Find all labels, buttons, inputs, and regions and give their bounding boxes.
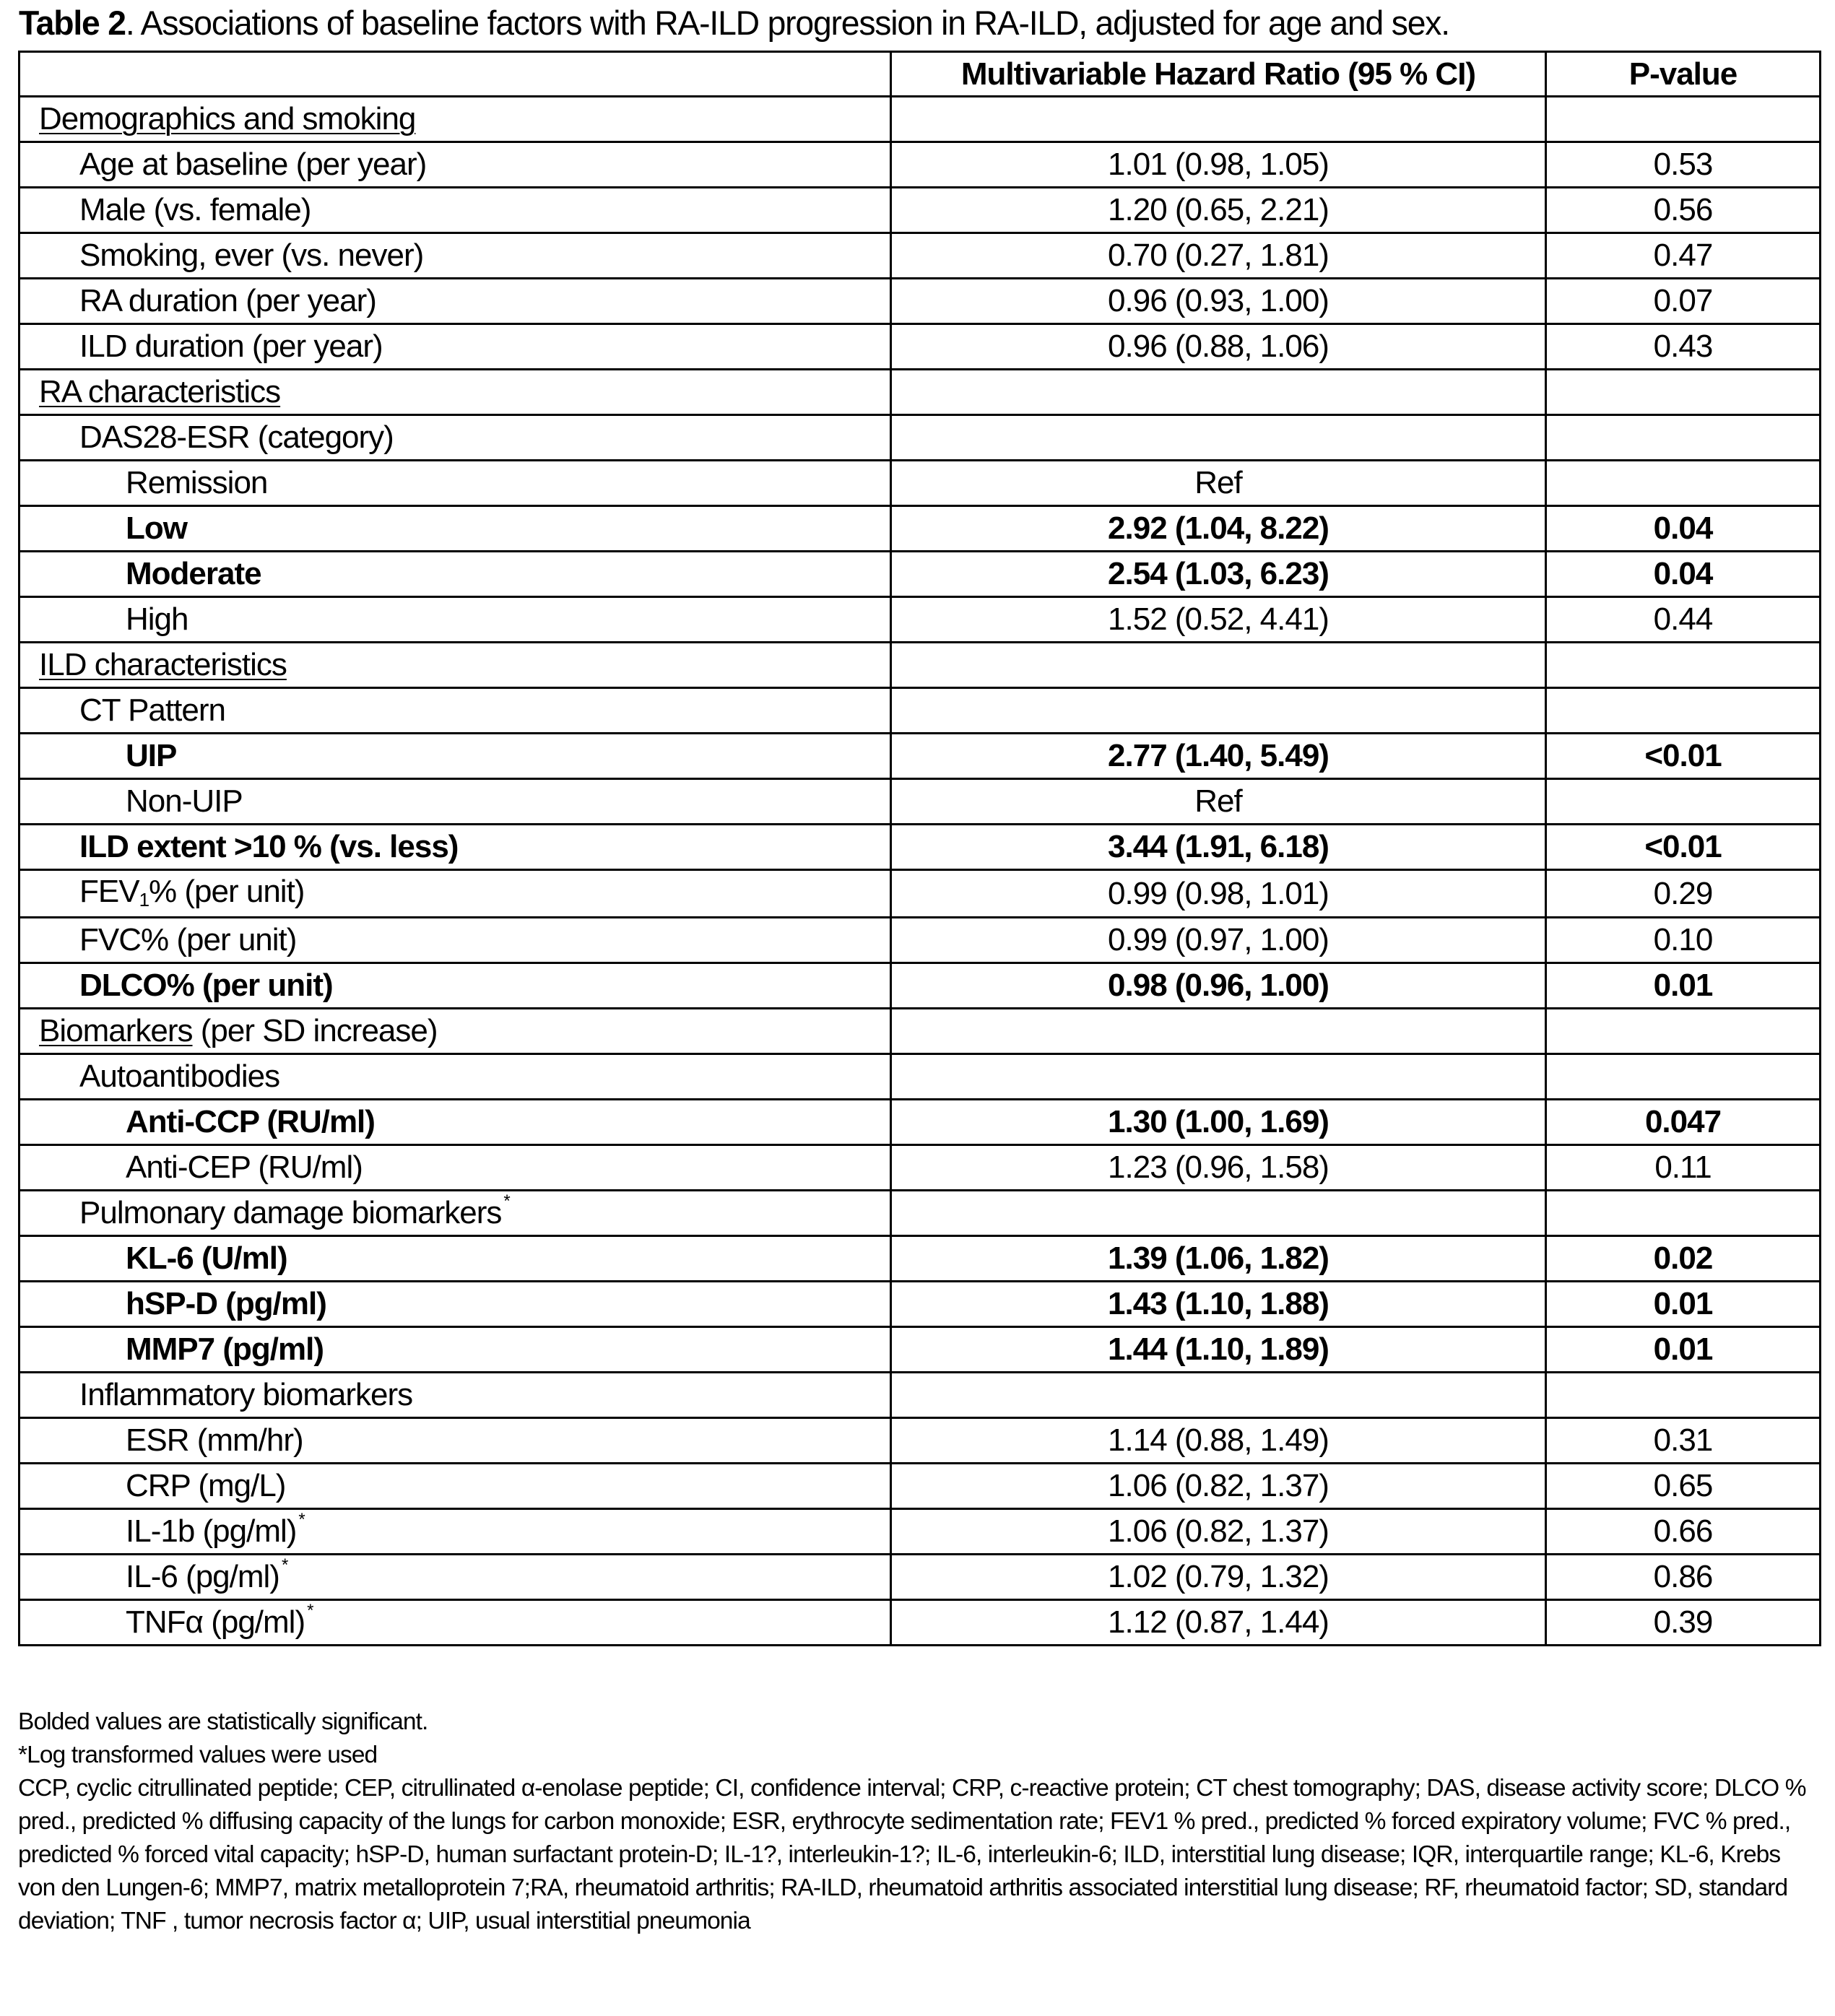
variable-label: FVC% (per unit) [79,922,297,957]
variable-label: IL-6 (pg/ml) [126,1559,279,1594]
variable-cell [19,415,891,461]
variable-label: UIP [126,738,177,773]
variable-cell [19,1327,891,1373]
variable-cell [19,1418,891,1464]
variable-label: High [126,601,188,637]
hazard-ratio-cell [891,415,1546,461]
variable-cell [19,825,891,870]
table-row [19,1145,1821,1191]
table-row [19,279,1821,324]
table-row [19,688,1821,734]
table-body [19,97,1821,1646]
p-value-cell: 0.11 [1546,1145,1821,1191]
variable-cell [19,1191,891,1236]
section-row [19,643,1821,688]
variable-cell [19,1054,891,1100]
table-row [19,1600,1821,1646]
variable-label: Remission [126,465,268,500]
table-row [19,1327,1821,1373]
variable-cell [19,1282,891,1327]
variable-label: ILD duration (per year) [79,329,383,364]
p-value-cell [1546,779,1821,825]
variable-cell [19,918,891,963]
variable-label: Inflammatory biomarkers [79,1377,413,1412]
p-value-cell: 0.44 [1546,597,1821,643]
variable-cell [19,506,891,552]
hazard-ratio-cell: Ref [891,461,1546,506]
variable-label: Anti-CCP (RU/ml) [126,1104,375,1139]
log-transform-asterisk: * [503,1191,510,1211]
p-value-cell: 0.65 [1546,1464,1821,1509]
table-row [19,461,1821,506]
variable-label: DLCO% (per unit) [79,968,333,1003]
p-value-cell: 0.01 [1546,1282,1821,1327]
hazard-ratio-cell: 1.02 (0.79, 1.32) [891,1555,1546,1600]
hazard-ratio-cell: 1.23 (0.96, 1.58) [891,1145,1546,1191]
table-row [19,188,1821,233]
variable-cell [19,461,891,506]
hazard-ratio-cell: 1.14 (0.88, 1.49) [891,1418,1546,1464]
table-row [19,415,1821,461]
table-row [19,597,1821,643]
p-value-cell: 0.39 [1546,1600,1821,1646]
variable-label: RA duration (per year) [79,283,376,318]
section-label: ILD characteristics [39,647,287,682]
section-label: RA characteristics [39,374,281,409]
variable-cell [19,1009,891,1054]
hazard-ratio-table [18,51,1821,1646]
footnote-abbreviations: CCP, cyclic citrullinated peptide; CEP, citrullinated α-enolase peptide; CI, confidence interval; CRP, c-reactive protein; CT chest tomography; DAS, disease activity score; DLCO % pred., predicted % diffusing capacity of the lungs for carbon monoxide; ESR, erythrocyte sedimentation rate; FEV1 % pred., predicted % forced expiratory volume; FVC % pred., predicted % forced vital capacity; hSP-D, human surfactant protein-D; IL-1?, interleukin-1?; IL-6, interleukin-6; ILD, interstitial lung disease; IQR, interquartile range; KL-6, Krebs von den Lungen-6; MMP7, matrix metalloprotein 7;RA, rheumatoid arthritis; RA-ILD, rheumatoid arthritis associated interstitial lung disease; RF, rheumatoid factor; SD, standard deviation; TNF , tumor necrosis factor α; UIP, usual interstitial pneumonia [18,1775,1806,1934]
p-value-cell: 0.29 [1546,870,1821,918]
footnote-log: *Log transformed values were used [18,1742,378,1768]
variable-cell [19,1100,891,1145]
variable-label: Low [126,510,187,546]
hazard-ratio-cell [891,1054,1546,1100]
table-row [19,963,1821,1009]
p-value-cell: 0.53 [1546,142,1821,188]
table-row [19,233,1821,279]
p-value-cell [1546,415,1821,461]
p-value-cell [1546,1373,1821,1418]
variable-label: Anti-CEP (RU/ml) [126,1150,363,1185]
variable-cell [19,1464,891,1509]
hazard-ratio-cell: Ref [891,779,1546,825]
variable-label: Non-UIP [126,783,243,819]
hazard-ratio-cell [891,370,1546,415]
variable-label: Male (vs. female) [79,192,311,227]
p-value-cell: 0.04 [1546,506,1821,552]
variable-cell [19,1555,891,1600]
variable-cell [19,1509,891,1555]
p-value-cell: 0.31 [1546,1418,1821,1464]
variable-cell [19,188,891,233]
variable-label: CT Pattern [79,692,225,728]
variable-label: KL-6 (U/ml) [126,1241,287,1276]
hazard-ratio-cell [891,1373,1546,1418]
footnote-bold: Bolded values are statistically significant. [18,1708,428,1735]
hazard-ratio-cell: 1.39 (1.06, 1.82) [891,1236,1546,1282]
hazard-ratio-cell: 1.12 (0.87, 1.44) [891,1600,1546,1646]
hazard-ratio-cell: 1.44 (1.10, 1.89) [891,1327,1546,1373]
p-value-cell: 0.047 [1546,1100,1821,1145]
p-value-cell [1546,643,1821,688]
p-value-cell: <0.01 [1546,734,1821,779]
table-row [19,1509,1821,1555]
hazard-ratio-cell: 1.06 (0.82, 1.37) [891,1464,1546,1509]
variable-label: ESR (mm/hr) [126,1422,303,1458]
hazard-ratio-cell: 1.20 (0.65, 2.21) [891,188,1546,233]
table-row [19,1464,1821,1509]
variable-label-suffix: % (per unit) [149,874,305,909]
table-row [19,1054,1821,1100]
variable-label-suffix: (per SD increase) [192,1013,438,1048]
p-value-cell: 0.02 [1546,1236,1821,1282]
variable-cell [19,370,891,415]
table-row [19,552,1821,597]
hazard-ratio-cell: 0.98 (0.96, 1.00) [891,963,1546,1009]
table-row [19,1236,1821,1282]
variable-cell [19,552,891,597]
table-row [19,1282,1821,1327]
variable-cell [19,688,891,734]
table-row [19,918,1821,963]
table-row [19,142,1821,188]
p-value-cell [1546,688,1821,734]
variable-label: Autoantibodies [79,1059,280,1094]
section-row [19,370,1821,415]
variable-label: DAS28-ESR (category) [79,420,394,455]
log-transform-asterisk: * [281,1555,288,1575]
hazard-ratio-cell [891,643,1546,688]
variable-label: IL-1b (pg/ml) [126,1513,297,1549]
variable-cell [19,279,891,324]
hazard-ratio-cell: 2.54 (1.03, 6.23) [891,552,1546,597]
table-row [19,1373,1821,1418]
hazard-ratio-cell [891,1009,1546,1054]
variable-label: MMP7 (pg/ml) [126,1331,324,1367]
section-label: Biomarkers [39,1013,193,1048]
variable-cell [19,734,891,779]
p-value-cell: 0.56 [1546,188,1821,233]
p-value-cell: 0.10 [1546,918,1821,963]
hazard-ratio-cell [891,1191,1546,1236]
table-row [19,825,1821,870]
variable-cell [19,97,891,142]
hazard-ratio-cell: 1.01 (0.98, 1.05) [891,142,1546,188]
table-header-row [19,52,1821,97]
hazard-ratio-cell: 3.44 (1.91, 6.18) [891,825,1546,870]
variable-label: Moderate [126,556,261,591]
hazard-ratio-cell [891,97,1546,142]
variable-cell [19,142,891,188]
table-title-text: . Associations of baseline factors with RA-ILD progression in RA-ILD, adjusted for age and sex. [125,4,1449,42]
p-value-cell [1546,461,1821,506]
variable-cell [19,1145,891,1191]
table-row [19,779,1821,825]
variable-cell [19,643,891,688]
p-value-cell [1546,370,1821,415]
p-value-cell [1546,97,1821,142]
section-row [19,97,1821,142]
variable-label: CRP (mg/L) [126,1468,286,1503]
header-variable [19,52,891,97]
p-value-cell [1546,1009,1821,1054]
variable-label: ILD extent >10 % (vs. less) [79,829,459,864]
subscript: 1 [139,889,149,911]
log-transform-asterisk: * [307,1601,313,1620]
hazard-ratio-cell: 0.99 (0.98, 1.01) [891,870,1546,918]
p-value-cell: 0.43 [1546,324,1821,370]
hazard-ratio-cell: 0.70 (0.27, 1.81) [891,233,1546,279]
variable-label: hSP-D (pg/ml) [126,1286,326,1321]
log-transform-asterisk: * [298,1510,305,1529]
p-value-cell: 0.01 [1546,963,1821,1009]
variable-cell [19,233,891,279]
p-value-cell: 0.86 [1546,1555,1821,1600]
table-row [19,1555,1821,1600]
header-hazard-ratio: Multivariable Hazard Ratio (95 % CI) [891,52,1546,97]
p-value-cell [1546,1191,1821,1236]
p-value-cell: 0.47 [1546,233,1821,279]
variable-cell [19,779,891,825]
table-row [19,506,1821,552]
hazard-ratio-cell [891,688,1546,734]
table-row [19,1100,1821,1145]
p-value-cell: 0.07 [1546,279,1821,324]
table-number: Table 2 [19,4,126,42]
header-p-value: P-value [1546,52,1821,97]
variable-label: Pulmonary damage biomarkers [79,1195,502,1230]
hazard-ratio-cell: 0.96 (0.88, 1.06) [891,324,1546,370]
variable-cell [19,324,891,370]
table-row [19,1191,1821,1236]
section-label: Demographics and smoking [39,101,416,136]
hazard-ratio-cell: 1.52 (0.52, 4.41) [891,597,1546,643]
hazard-ratio-cell: 1.06 (0.82, 1.37) [891,1509,1546,1555]
variable-cell [19,963,891,1009]
table-footnotes [18,1706,1823,1938]
p-value-cell: <0.01 [1546,825,1821,870]
table-row [19,870,1821,918]
variable-cell [19,1373,891,1418]
p-value-cell: 0.66 [1546,1509,1821,1555]
hazard-ratio-cell: 1.30 (1.00, 1.69) [891,1100,1546,1145]
hazard-ratio-cell: 1.43 (1.10, 1.88) [891,1282,1546,1327]
hazard-ratio-cell: 2.92 (1.04, 8.22) [891,506,1546,552]
variable-label: FEV [79,874,139,909]
p-value-cell: 0.01 [1546,1327,1821,1373]
variable-cell [19,1236,891,1282]
variable-cell [19,870,891,918]
section-row [19,1009,1821,1054]
hazard-ratio-cell: 2.77 (1.40, 5.49) [891,734,1546,779]
p-value-cell [1546,1054,1821,1100]
p-value-cell: 0.04 [1546,552,1821,597]
variable-label: Smoking, ever (vs. never) [79,238,424,273]
table-row [19,734,1821,779]
variable-cell [19,597,891,643]
table-row [19,1418,1821,1464]
hazard-ratio-cell: 0.96 (0.93, 1.00) [891,279,1546,324]
variable-label: TNFα (pg/ml) [126,1604,305,1640]
table-row [19,324,1821,370]
variable-cell [19,1600,891,1646]
hazard-ratio-cell: 0.99 (0.97, 1.00) [891,918,1546,963]
variable-label: Age at baseline (per year) [79,147,427,182]
table-caption [19,3,1449,43]
